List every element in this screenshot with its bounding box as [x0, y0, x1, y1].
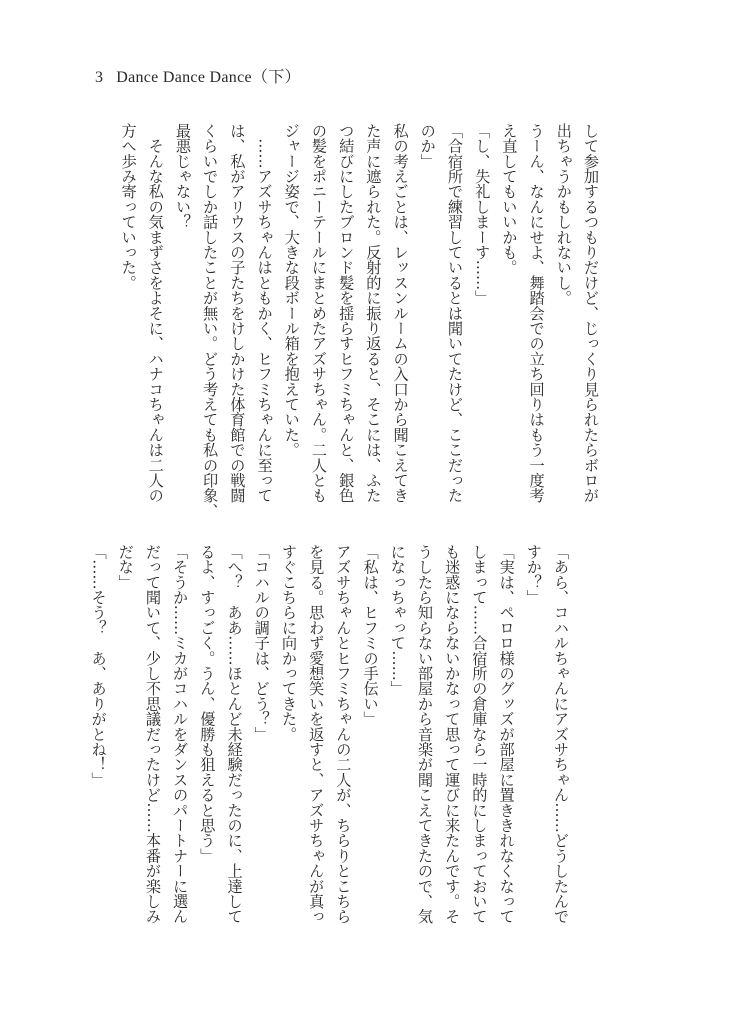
text-line: え直してもいいかも。 — [500, 123, 519, 275]
chapter-number: 3 — [95, 69, 104, 86]
text-line: アズサちゃんとヒフミちゃんの二人が、ちらりとこちら — [334, 544, 353, 924]
text-line: 「私は、ヒフミの手伝い」 — [361, 544, 380, 727]
text-line: つ結びにしたブロンド髪を揺らすヒフミちゃんと、銀色 — [337, 123, 356, 503]
text-line: も迷惑にならないかなって思って運びに来たんです。そ — [443, 544, 462, 924]
text-line: うーん、なんにせよ、舞踏会での立ち回りはもう一度考 — [527, 123, 546, 503]
text-line: 方へ歩み寄っていった。 — [119, 123, 138, 291]
text-line: 「合宿所で練習しているとは聞いてたけど、ここだった — [445, 123, 464, 503]
text-line: は、私がアリウスの子たちをけしかけた体育館での戦闘 — [228, 123, 247, 503]
text-line: そんな私の気まずさをよそに、ハナコちゃんは二人の — [146, 123, 165, 503]
text-line: の髪をポニーテールにまとめたアズサちゃん。二人とも — [309, 123, 328, 503]
text-line: 「実は、ペロロ様のグッズが部屋に置ききれなくなって — [497, 544, 516, 924]
text-line: 私の考えごとは、レッスンルームの入口から聞こえてき — [391, 123, 410, 503]
lower-text-block — [84, 544, 574, 944]
text-line: のか」 — [418, 123, 437, 169]
text-line: 「あら、コハルちゃんにアズサちゃん……どうしたんで — [552, 544, 570, 924]
text-line: 「へ？ ああ……ほとんど未経験だったのに、上達して — [225, 544, 244, 924]
running-header — [95, 64, 301, 87]
upper-text-block — [114, 123, 604, 519]
text-line: 「そうか……ミカがコハルをダンスのパートナーに選ん — [171, 544, 190, 924]
chapter-title: Dance Dance Dance（下） — [116, 69, 301, 86]
text-line: になっちゃって……」 — [388, 544, 407, 696]
text-line: しまって……合宿所の倉庫なら一時的にしまっておいて — [470, 544, 489, 924]
text-line: すぐこちらに向かってきた。 — [279, 544, 298, 742]
text-line: 「し、失礼しまーす……」 — [473, 123, 492, 306]
text-line: うしたら知らない部屋から音楽が聞こえてきたので、気 — [415, 544, 434, 924]
text-line: だな」 — [116, 544, 135, 590]
text-line: ……アズサちゃんはともかく、ヒフミちゃんに至って — [255, 123, 274, 503]
text-line: すか？」 — [524, 544, 543, 605]
text-line: 最悪じゃない？ — [173, 123, 192, 230]
text-line: るよ、すっごく。うん、優勝も狙えると思う」 — [198, 544, 217, 864]
text-line: 「……そう？ あ、ありがとね！」 — [89, 544, 108, 788]
text-line: を見る。思わず愛想笑いを返すと、アズサちゃんが真っ — [307, 544, 326, 924]
text-line: くらいでしか話したことが無い。どう考えても私の印象、 — [201, 123, 220, 519]
text-line: た声に遮られた。反射的に振り返ると、そこには、ふた — [364, 123, 383, 503]
text-line: して参加するつもりだけど、じっくり見られたらボロが — [582, 123, 600, 503]
text-line: 出ちゃうかもしれないし。 — [554, 123, 573, 306]
text-line: 「コハルの調子は、どう？」 — [252, 544, 271, 742]
text-line: だって聞いて、少し不思議だったけど……本番が楽しみ — [143, 544, 162, 924]
text-line: ジャージ姿で、大きな段ボール箱を抱えていた。 — [282, 123, 301, 458]
